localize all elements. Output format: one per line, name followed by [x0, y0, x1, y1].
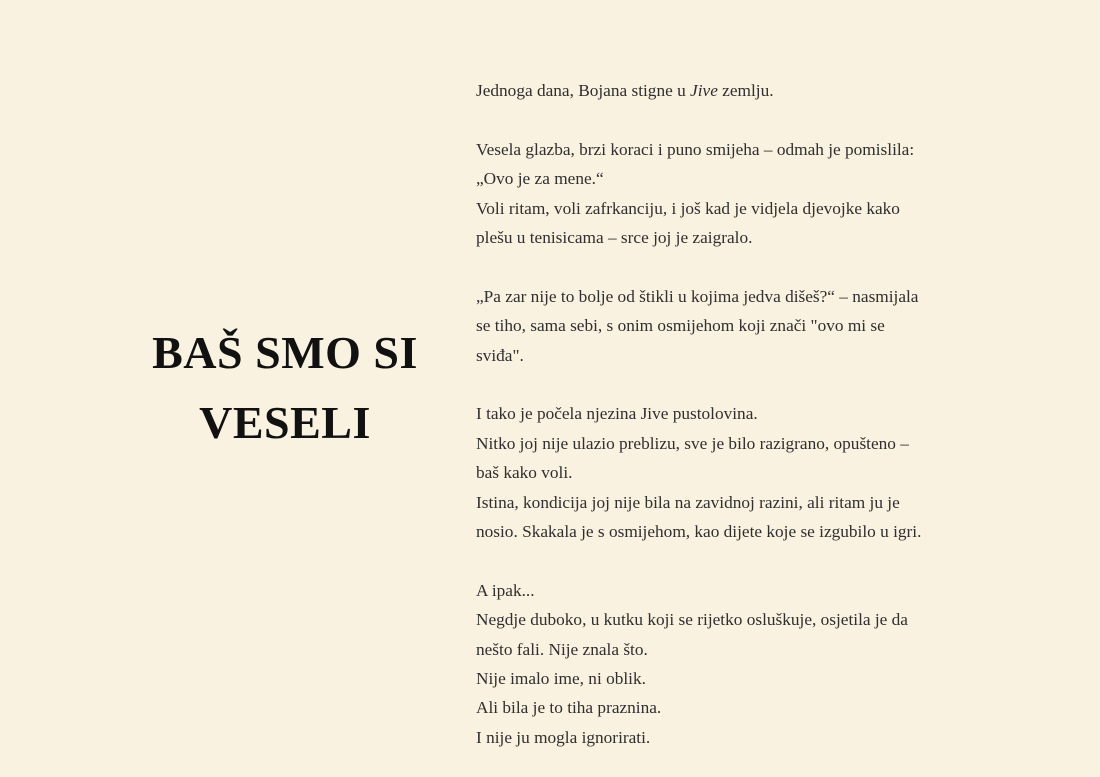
text-segment: Jednoga dana, Bojana stigne u — [476, 81, 691, 100]
text-line: „Pa zar nije to bolje od štikli u kojima jedva dišeš?“ – nasmijala — [476, 286, 919, 306]
text-line: nešto fali. Nije znala što. — [476, 639, 648, 659]
paragraph-5 — [476, 576, 1046, 752]
text-line: Voli ritam, voli zafrkanciju, i još kad je vidjela djevojke kako — [476, 198, 900, 218]
text-line: nosio. Skakala je s osmijehom, kao dijete koje se izgubilo u igri. — [476, 522, 922, 542]
text-line: A ipak... — [476, 580, 535, 600]
story-text — [476, 76, 1046, 752]
text-line: Ali bila je to tiha praznina. — [476, 698, 662, 718]
text-line: I nije ju mogla ignorirati. — [476, 727, 651, 747]
chapter-title-line-2: VESELI — [199, 397, 371, 448]
chapter-title-line-1: BAŠ SMO SI — [152, 327, 418, 378]
paragraph-4 — [476, 399, 1046, 546]
text-segment: zemlju. — [717, 81, 774, 100]
text-line: Nitko joj nije ulazio preblizu, sve je bilo razigrano, opušteno – — [476, 433, 909, 453]
text-line: Istina, kondicija joj nije bila na zavidnoj razini, ali ritam ju je — [476, 492, 900, 512]
text-line — [476, 76, 1046, 105]
text-line: I tako je počela njezina Jive pustolovina. — [476, 404, 758, 424]
chapter-title — [120, 318, 450, 458]
text-line: Negdje duboko, u kutku koji se rijetko osluškuje, osjetila je da — [476, 610, 908, 630]
paragraph-1 — [476, 76, 1046, 105]
paragraph-2 — [476, 135, 1046, 253]
text-line: se tiho, sama sebi, s onim osmijehom koji znači "ovo mi se — [476, 316, 885, 336]
text-line: Nije imalo ime, ni oblik. — [476, 669, 646, 689]
paragraph-3 — [476, 282, 1046, 370]
text-line: baš kako voli. — [476, 463, 573, 483]
text-line: sviđa". — [476, 345, 524, 365]
text-line: Vesela glazba, brzi koraci i puno smijeha – odmah je pomislila: — [476, 139, 915, 159]
italic-word: Jive — [690, 81, 718, 100]
text-line: plešu u tenisicama – srce joj je zaigralo. — [476, 228, 753, 248]
text-line: „Ovo je za mene.“ — [476, 169, 604, 189]
